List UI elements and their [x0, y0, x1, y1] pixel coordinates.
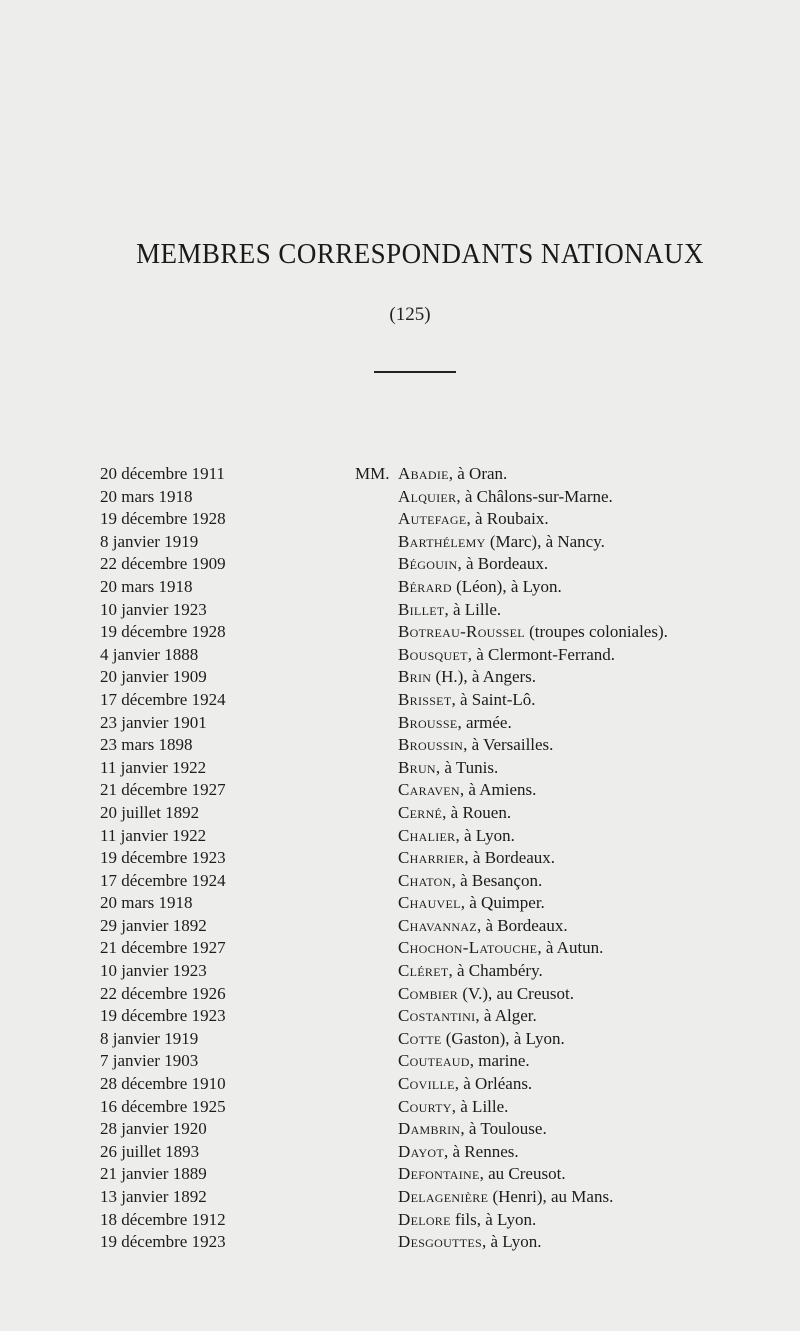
member-location: , à Lyon. — [455, 825, 515, 845]
list-item — [0, 825, 800, 848]
member-surname: Brisset — [398, 689, 452, 709]
member-surname: Delore — [398, 1209, 451, 1229]
member-name — [398, 666, 536, 688]
list-item — [0, 463, 800, 486]
election-date: 7 janvier 1903 — [100, 1050, 202, 1072]
member-name — [398, 892, 545, 914]
member-surname: Courty — [398, 1096, 452, 1116]
member-name — [398, 960, 543, 982]
election-date: 20 juillet 1892 — [100, 802, 203, 824]
member-name — [398, 486, 613, 508]
member-name — [398, 644, 615, 666]
member-location: , au Creusot. — [479, 1164, 566, 1184]
member-location: , à Versailles. — [463, 735, 554, 755]
member-surname: Billet — [398, 599, 445, 619]
election-date: 22 décembre 1926 — [100, 983, 230, 1005]
election-date: 20 mars 1918 — [100, 892, 197, 914]
election-date: 19 décembre 1928 — [100, 508, 230, 530]
member-surname: Dayot — [398, 1141, 445, 1161]
member-name — [398, 1209, 536, 1231]
list-item — [0, 621, 800, 644]
election-date: 20 janvier 1909 — [100, 666, 211, 688]
election-date: 16 décembre 1925 — [100, 1096, 230, 1118]
member-location: , armée. — [457, 712, 512, 732]
list-item — [0, 1141, 800, 1164]
list-item — [0, 644, 800, 667]
member-name — [398, 712, 512, 734]
member-surname: Caraven — [398, 780, 460, 800]
election-date: 11 janvier 1922 — [100, 825, 210, 847]
list-item — [0, 1231, 800, 1254]
member-surname: Charrier — [398, 848, 465, 868]
member-surname: Botreau-Roussel — [398, 622, 525, 642]
member-name — [398, 1096, 508, 1118]
member-name — [398, 508, 549, 530]
member-location: (Marc), à Nancy. — [485, 531, 605, 551]
member-name — [398, 1073, 532, 1095]
member-surname: Bousquet — [398, 644, 468, 664]
list-item — [0, 734, 800, 757]
list-item — [0, 779, 800, 802]
list-item — [0, 983, 800, 1006]
election-date: 13 janvier 1892 — [100, 1186, 211, 1208]
member-surname: Abadie — [398, 464, 449, 483]
member-surname: Costantini — [398, 1006, 476, 1026]
member-surname: Cotte — [398, 1028, 442, 1048]
list-item — [0, 1096, 800, 1119]
member-location: , à Tunis. — [435, 757, 499, 777]
election-date: 17 décembre 1924 — [100, 689, 230, 711]
member-location: (V.), au Creusot. — [458, 983, 574, 1003]
election-date: 19 décembre 1928 — [100, 621, 230, 643]
member-surname: Cléret — [398, 961, 449, 981]
member-surname: Coville — [398, 1074, 455, 1094]
list-item — [0, 599, 800, 622]
member-location: , à Autun. — [537, 938, 604, 958]
member-name — [398, 870, 542, 892]
member-name — [398, 1118, 547, 1140]
member-location: (Gaston), à Lyon. — [441, 1028, 565, 1048]
list-item — [0, 960, 800, 983]
member-list — [0, 463, 800, 1254]
list-item — [0, 1050, 800, 1073]
member-location: , à Bordeaux. — [457, 554, 549, 574]
member-location: fils, à Lyon. — [450, 1209, 537, 1229]
election-date: 21 décembre 1927 — [100, 937, 230, 959]
election-date: 23 janvier 1901 — [100, 712, 211, 734]
election-date: 22 décembre 1909 — [100, 553, 230, 575]
member-name — [398, 734, 553, 756]
election-date: 21 janvier 1889 — [100, 1163, 211, 1185]
member-location: (troupes coloniales). — [524, 622, 668, 642]
member-name — [398, 553, 548, 575]
member-name — [398, 463, 507, 485]
list-item — [0, 1163, 800, 1186]
list-item — [0, 508, 800, 531]
member-name — [398, 1186, 613, 1208]
member-location: , à Lille. — [451, 1096, 509, 1116]
member-surname: Chalier — [398, 825, 456, 845]
member-name — [398, 1141, 519, 1163]
election-date: 19 décembre 1923 — [100, 1005, 230, 1027]
list-item — [0, 870, 800, 893]
list-item — [0, 802, 800, 825]
member-name — [398, 825, 515, 847]
member-location: , à Roubaix. — [466, 509, 549, 529]
list-item — [0, 666, 800, 689]
member-name — [398, 802, 511, 824]
list-item — [0, 1028, 800, 1051]
member-name — [398, 983, 574, 1005]
list-item — [0, 1186, 800, 1209]
election-date: 4 janvier 1888 — [100, 644, 202, 666]
member-surname: Defontaine — [398, 1164, 480, 1184]
list-item — [0, 1073, 800, 1096]
election-date: 10 janvier 1923 — [100, 960, 211, 982]
member-location: , à Quimper. — [460, 893, 545, 913]
member-location: , à Clermont-Ferrand. — [467, 644, 616, 664]
election-date: 28 décembre 1910 — [100, 1073, 230, 1095]
member-name — [398, 576, 562, 598]
member-name — [398, 621, 668, 643]
member-surname: Barthélemy — [398, 531, 486, 551]
list-item — [0, 1118, 800, 1141]
list-item — [0, 1005, 800, 1028]
member-surname: Bérard — [398, 576, 452, 596]
election-date: 20 mars 1918 — [100, 576, 197, 598]
election-date: 17 décembre 1924 — [100, 870, 230, 892]
member-surname: Dambrin — [398, 1119, 461, 1139]
list-item — [0, 486, 800, 509]
member-location: , à Lille. — [444, 599, 502, 619]
election-date: 19 décembre 1923 — [100, 847, 230, 869]
member-location: , à Chambéry. — [448, 961, 543, 981]
member-surname: Brousse — [398, 712, 458, 732]
member-name — [398, 847, 555, 869]
member-name — [398, 779, 536, 801]
member-surname: Alquier — [398, 486, 457, 506]
member-surname: Chaton — [398, 870, 452, 890]
list-item — [0, 531, 800, 554]
election-date: 26 juillet 1893 — [100, 1141, 203, 1163]
list-item — [0, 689, 800, 712]
member-name — [398, 1231, 541, 1253]
election-date: 20 mars 1918 — [100, 486, 197, 508]
list-item — [0, 553, 800, 576]
list-item — [0, 847, 800, 870]
member-location: , à Bordeaux. — [464, 848, 556, 868]
list-item — [0, 712, 800, 735]
member-name — [398, 599, 501, 621]
list-item — [0, 757, 800, 780]
election-date: 10 janvier 1923 — [100, 599, 211, 621]
election-date: 18 décembre 1912 — [100, 1209, 230, 1231]
member-surname: Couteaud — [398, 1051, 470, 1071]
member-name — [398, 915, 568, 937]
election-date: 8 janvier 1919 — [100, 1028, 202, 1050]
honorific-prefix: MM. — [355, 464, 390, 483]
list-item — [0, 892, 800, 915]
member-name — [398, 937, 603, 959]
page-title: MEMBRES CORRESPONDANTS NATIONAUX — [136, 238, 704, 270]
election-date: 20 décembre 1911 — [100, 463, 229, 485]
member-surname: Brin — [398, 667, 432, 687]
election-date: 29 janvier 1892 — [100, 915, 211, 937]
member-location: , à Lyon. — [481, 1232, 542, 1252]
member-name — [398, 757, 498, 779]
member-location: , marine. — [469, 1051, 530, 1071]
member-surname: Bégouin — [398, 554, 458, 574]
member-location: , à Oran. — [448, 464, 508, 483]
election-date: 21 décembre 1927 — [100, 779, 230, 801]
member-location: , à Besançon. — [451, 870, 543, 890]
member-location: (Henri), au Mans. — [488, 1187, 614, 1206]
list-item — [0, 576, 800, 599]
member-location: (Léon), à Lyon. — [451, 576, 562, 596]
member-name — [398, 1028, 565, 1050]
member-location: , à Toulouse. — [460, 1119, 547, 1139]
member-name — [398, 689, 536, 711]
member-surname: Broussin — [398, 735, 464, 755]
member-location: , à Bordeaux. — [476, 915, 568, 935]
list-item — [0, 915, 800, 938]
member-surname: Brun — [398, 757, 436, 777]
member-count: (125) — [389, 304, 431, 325]
member-surname: Combier — [398, 983, 459, 1003]
title-divider — [374, 371, 456, 373]
list-item — [0, 937, 800, 960]
member-location: , à Rouen. — [442, 802, 512, 822]
member-location: (H.), à Angers. — [431, 667, 537, 687]
member-surname: Autefage — [398, 509, 467, 529]
member-surname: Desgouttes — [398, 1232, 482, 1252]
member-name — [398, 1163, 566, 1185]
election-date: 23 mars 1898 — [100, 734, 197, 756]
member-surname: Chavannaz — [398, 915, 477, 935]
member-name — [398, 1050, 530, 1072]
member-location: , à Rennes. — [444, 1141, 519, 1161]
member-name — [398, 531, 605, 553]
member-location: , à Orléans. — [454, 1074, 533, 1094]
member-surname: Chauvel — [398, 893, 461, 913]
member-name — [398, 1005, 537, 1027]
member-surname: Cerné — [398, 802, 443, 822]
member-surname: Delagenière — [398, 1187, 489, 1206]
member-location: , à Saint-Lô. — [451, 689, 536, 709]
election-date: 28 janvier 1920 — [100, 1118, 211, 1140]
member-surname: Chochon-Latouche — [398, 938, 538, 958]
member-location: , à Châlons-sur-Marne. — [456, 486, 613, 506]
member-location: , à Alger. — [475, 1006, 537, 1026]
election-date: 11 janvier 1922 — [100, 757, 210, 779]
member-location: , à Amiens. — [459, 780, 537, 800]
list-item — [0, 1209, 800, 1232]
election-date: 8 janvier 1919 — [100, 531, 202, 553]
election-date: 19 décembre 1923 — [100, 1231, 230, 1253]
